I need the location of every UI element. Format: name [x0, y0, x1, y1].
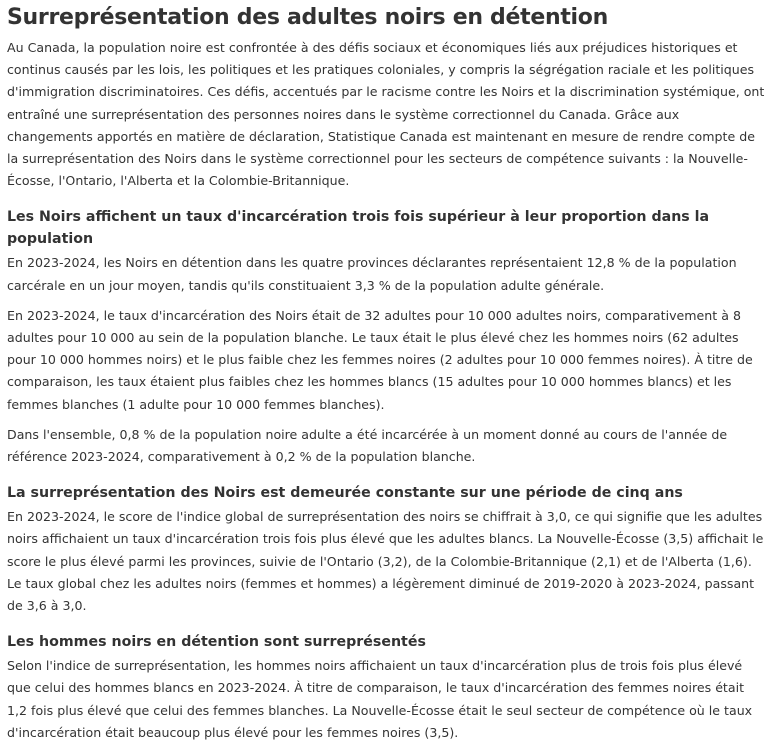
section-black-men — [7, 631, 768, 744]
section-heading: Les hommes noirs en détention sont surreprésentés — [7, 634, 426, 651]
section-heading: La surreprésentation des Noirs est demeurée constante sur une période de cinq ans — [7, 485, 683, 502]
intro-paragraph: Au Canada, la population noire est confrontée à des défis sociaux et économiques liés aux préjudices historiques et continus causés par les lois, les politiques et les pratiques coloniales, y compris la ségrégation raciale et les politiques d'immigration discriminatoires. Ces défis, accentués par le racisme contre les Noirs et la discrimination systémique, ont entraîné une surreprésentation des personnes noires dans le système correctionnel du Canada. Grâce aux changements apportés en matière de déclaration, Statistique Canada est maintenant en mesure de rendre compte de la surreprésentation des Noirs dans le système correctionnel pour les secteurs de compétence suivants : la Nouvelle-Écosse, l'Ontario, l'Alberta et la Colombie-Britannique. — [7, 40, 765, 189]
section-paragraph: En 2023-2024, les Noirs en détention dans les quatre provinces déclarantes représentaient 12,8 % de la population carcérale en un jour moyen, tandis qu'ils constituaient 3,3 % de la population adulte générale. — [7, 255, 737, 293]
section-heading: Les Noirs affichent un taux d'incarcération trois fois supérieur à leur proportion dans la population — [7, 209, 710, 248]
section-overrepresentation-trend — [7, 482, 768, 617]
section-paragraph: Selon l'indice de surreprésentation, les hommes noirs affichaient un taux d'incarcération plus de trois fois plus élevé que celui des hommes blancs en 2023-2024. À titre de comparaison, le taux d'incarcération des femmes noires était 1,2 fois plus élevé que celui des femmes blanches. La Nouvelle-Écosse était le seul secteur de compétence où le taux d'incarcération était beaucoup plus élevé pour les femmes noires (3,5). — [7, 658, 753, 740]
section-paragraph: En 2023-2024, le score de l'indice global de surreprésentation des noirs se chiffrait à 3,0, ce qui signifie que les adultes noirs affichaient un taux d'incarcération trois fois plus élevé que les adultes blancs. La Nouvelle-Écosse (3,5) affichait le score le plus élevé parmi les provinces, suivie de l'Ontario (3,2), de la Colombie-Britannique (2,1) et de l'Alberta (1,6). Le taux global chez les adultes noirs (femmes et hommes) a légèrement diminué de 2019-2020 à 2023-2024, passant de 3,6 à 3,0. — [7, 509, 764, 614]
section-paragraph: En 2023-2024, le taux d'incarcération des Noirs était de 32 adultes pour 10 000 adultes noirs, comparativement à 8 adultes pour 10 000 au sein de la population blanche. Le taux était le plus élevé chez les hommes noirs (62 adultes pour 10 000 hommes noirs) et le plus faible chez les femmes noires (2 adultes pour 10 000 femmes noires). À titre de comparaison, les taux étaient plus faibles chez les hommes blancs (15 adultes pour 10 000 hommes blancs) et les femmes blanches (1 adulte pour 10 000 femmes blanches). — [7, 307, 753, 412]
section-incarceration-rate — [7, 206, 768, 468]
page-title: Surreprésentation des adultes noirs en détention — [7, 5, 608, 30]
section-paragraph: Dans l'ensemble, 0,8 % de la population noire adulte a été incarcérée à un moment donné au cours de l'année de référence 2023-2024, comparativement à 0,2 % de la population blanche. — [7, 426, 728, 465]
